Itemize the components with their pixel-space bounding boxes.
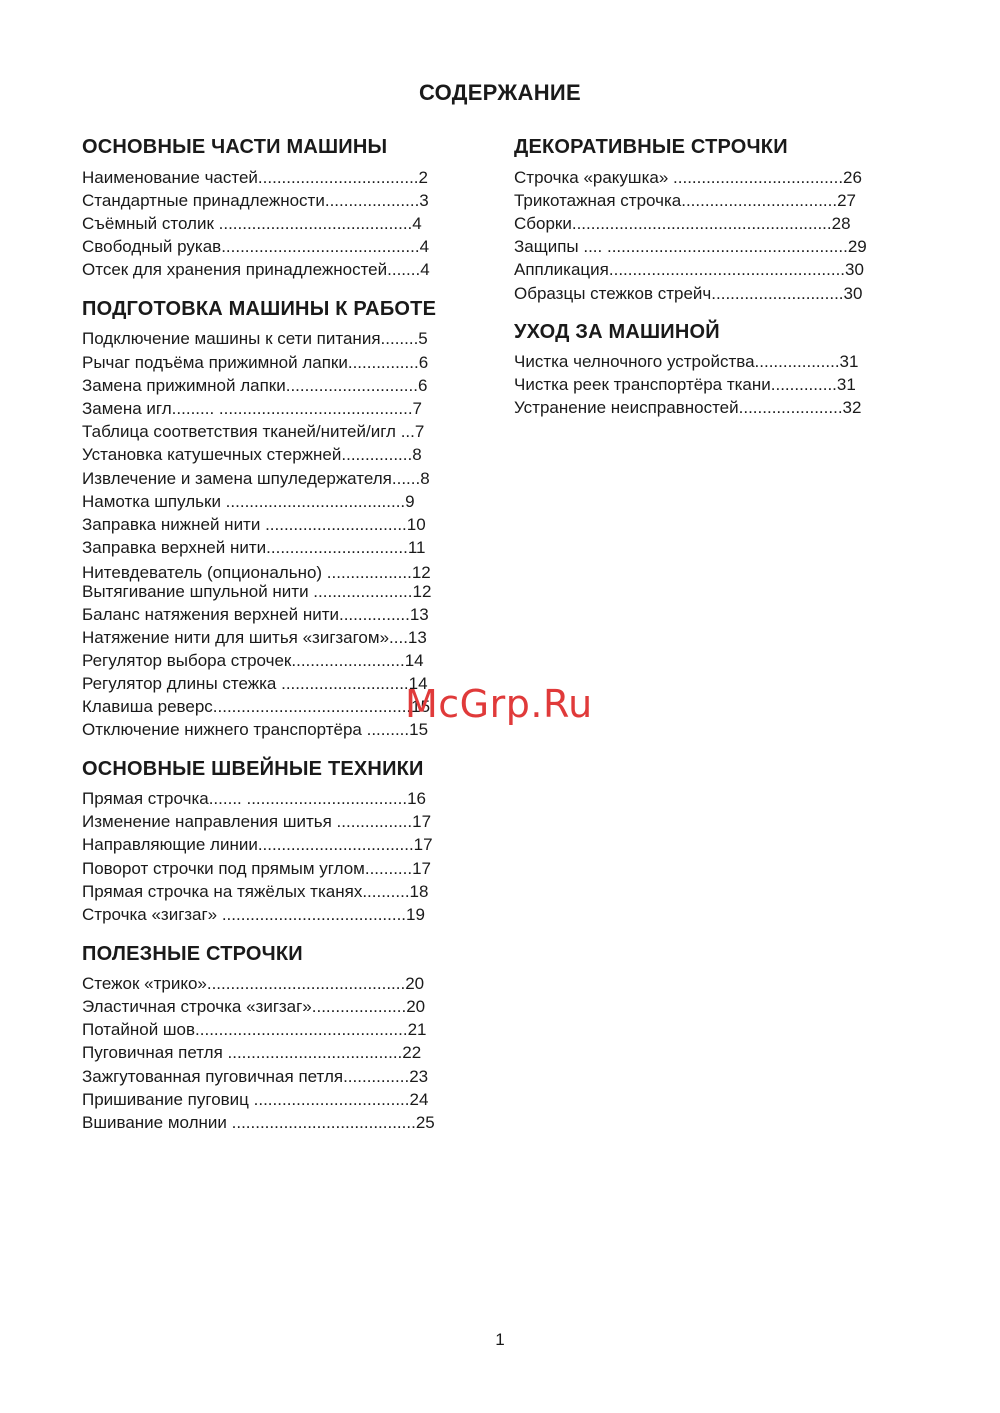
toc-entry[interactable]: Чистка челночного устройства..................31: [514, 352, 859, 371]
toc-entry[interactable]: Строчка «ракушка» ....................................26: [514, 168, 862, 187]
toc-entry[interactable]: Отключение нижнего транспортёра .........15: [82, 720, 429, 739]
toc-entry[interactable]: Пуговичная петля .....................................22: [82, 1043, 422, 1062]
toc-entry[interactable]: Установка катушечных стержней...............8: [82, 445, 422, 464]
toc-entry[interactable]: Эластичная строчка «зигзаг»....................20: [82, 997, 426, 1016]
toc-entry[interactable]: Съёмный столик .........................................4: [82, 214, 422, 233]
watermark: McGrp.Ru: [405, 682, 593, 726]
toc-entry[interactable]: Аппликация..................................................30: [514, 260, 864, 279]
toc-entry[interactable]: Наименование частей..................................2: [82, 168, 428, 187]
toc-entry[interactable]: Прямая строчка....... ..................................16: [82, 789, 426, 808]
toc-entry[interactable]: Поворот строчки под прямым углом..........17: [82, 859, 431, 878]
toc-entry[interactable]: Направляющие линии.................................17: [82, 835, 433, 854]
toc-entry[interactable]: Трикотажная строчка.................................27: [514, 191, 857, 210]
toc-entry[interactable]: Рычаг подъёма прижимной лапки...............6: [82, 353, 429, 372]
section-heading-basic-techniques: ОСНОВНЫЕ ШВЕЙНЫЕ ТЕХНИКИ: [82, 758, 424, 780]
toc-entry[interactable]: Регулятор выбора строчек........................14: [82, 651, 424, 670]
toc-entry[interactable]: Сборки.......................................................28: [514, 214, 851, 233]
toc-entry[interactable]: Свободный рукав..........................................4: [82, 237, 430, 256]
toc-entry[interactable]: Стежок «трико»..........................................20: [82, 974, 425, 993]
toc-entry[interactable]: Регулятор длины стежка ...........................14: [82, 674, 428, 693]
section-heading-main-parts: ОСНОВНЫЕ ЧАСТИ МАШИНЫ: [82, 136, 388, 158]
toc-entry[interactable]: Строчка «зигзаг» .......................................19: [82, 905, 425, 924]
toc-entry[interactable]: Защипы .... ...................................................29: [514, 237, 867, 256]
page-title: СОДЕРЖАНИЕ: [418, 80, 582, 105]
toc-entry[interactable]: Нитевдеватель (опционально) ..................12: [82, 563, 431, 582]
toc-entry[interactable]: Клавиша реверс..........................................15: [82, 697, 431, 716]
toc-entry[interactable]: Подключение машины к сети питания........5: [82, 329, 428, 348]
toc-entry[interactable]: Замена игл......... .........................................7: [82, 399, 423, 418]
section-heading-maintenance: УХОД ЗА МАШИНОЙ: [514, 321, 720, 343]
page-number: 1: [495, 1330, 505, 1349]
toc-entry[interactable]: Стандартные принадлежности....................3: [82, 191, 429, 210]
section-heading-preparation: ПОДГОТОВКА МАШИНЫ К РАБОТЕ: [82, 298, 437, 320]
toc-entry[interactable]: Прямая строчка на тяжёлых тканях..........18: [82, 882, 429, 901]
toc-entry[interactable]: Изменение направления шитья ................17: [82, 812, 432, 831]
toc-entry[interactable]: Извлечение и замена шпуледержателя......8: [82, 469, 430, 488]
toc-entry[interactable]: Вытягивание шпульной нити .....................12: [82, 582, 432, 601]
toc-entry[interactable]: Устранение неисправностей......................32: [514, 398, 862, 417]
toc-entry[interactable]: Отсек для хранения принадлежностей.......4: [82, 260, 430, 279]
toc-entry[interactable]: Потайной шов.............................................21: [82, 1020, 427, 1039]
toc-entry[interactable]: Замена прижимной лапки............................6: [82, 376, 428, 395]
toc-entry[interactable]: Зажгутованная пуговичная петля..............23: [82, 1067, 429, 1086]
section-heading-decorative: ДЕКОРАТИВНЫЕ СТРОЧКИ: [514, 136, 788, 158]
toc-entry[interactable]: Вшивание молнии .......................................25: [82, 1113, 435, 1132]
toc-entry[interactable]: Чистка реек транспортёра ткани..............31: [514, 375, 856, 394]
toc-entry[interactable]: Заправка верхней нити..............................11: [82, 538, 426, 557]
toc-entry[interactable]: Натяжение нити для шитья «зигзагом»....13: [82, 628, 427, 647]
toc-entry[interactable]: Образцы стежков стрейч............................30: [514, 284, 863, 303]
toc-entry[interactable]: Таблица соответствия тканей/нитей/игл ...7: [82, 422, 425, 441]
toc-entry[interactable]: Заправка нижней нити ..............................10: [82, 515, 426, 534]
toc-entry[interactable]: Баланс натяжения верхней нити...............13: [82, 605, 429, 624]
section-heading-useful-stitches: ПОЛЕЗНЫЕ СТРОЧКИ: [82, 943, 303, 965]
toc-entry[interactable]: Пришивание пуговиц .................................24: [82, 1090, 429, 1109]
toc-entry[interactable]: Намотка шпульки ......................................9: [82, 492, 415, 511]
